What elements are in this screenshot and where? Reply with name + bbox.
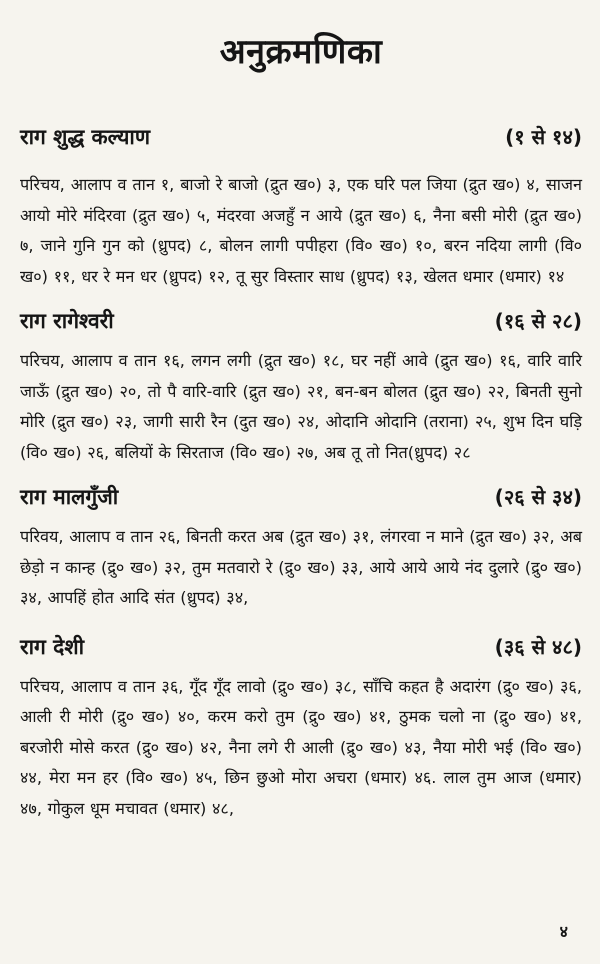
page-number: ४	[559, 922, 568, 941]
section-heading: राग मालगुँजी	[20, 485, 119, 509]
section-heading: राग रागेश्वरी	[20, 309, 114, 333]
section-heading: राग देशी	[20, 634, 85, 659]
section-page-range: (२६ से ३४)	[494, 485, 582, 509]
section-page-range: (१६ से २८)	[494, 309, 582, 333]
section-contents: परिचय, आलाप व तान ३६, गूँद गूँद लावो (द्रु० ख०) ३८, साँचि कहत है अदारंग (द्रु० ख०) ३६, आली री मोरी (द्रु० ख०) ४०, करम करो तुम (द्रु० ख०) ४१, ठुमक चलो ना (द्रु० ख०) ४१, बरजोरी मोसे करत (द्रु० ख०) ४२, नैना लगे री आली (द्रु० ख०) ४३, नैया मोरी भई (वि० ख०) ४४, मेरा मन हर (वि० ख०) ४५, छिन छुओ मोरा अचरा (धमार) ४६. लाल तुम आज (धमार) ४७, गोकुल धूम मचावत (धमार) ४८,	[20, 676, 582, 818]
section-rageshwari	[20, 306, 582, 468]
section-contents: परिवय, आलाप व तान २६, बिनती करत अब (द्रुत ख०) ३१, लंगरवा न माने (द्रुत ख०) ३२, अब छेड़ो न कान्ह (द्रु० ख०) ३२, तुम मतवारो रे (द्रु० ख०) ३३, आये आये आये नंद दुलारे (द्रु० ख०) ३४, आपहिं होत आदि संत (ध्रुपद) ३४,	[20, 527, 582, 607]
section-malgunji	[20, 482, 582, 614]
section-header	[20, 632, 582, 672]
section-contents: परिचय, आलाप व तान १६, लगन लगी (द्रुत ख०) १८, घर नहीं आवे (द्रुत ख०) १६, वारि वारि जाऊँ (द्रुत ख०) २०, तो पै वारि-वारि (द्रुत ख०) २१, बन-बन बोलत (द्रुत ख०) २२, बिनती सुनो मोरि (द्रुत ख०) २३, जागी सारी रैन (दुत ख०) २४, ओदानि ओदानि (तराना) २५, शुभ दिन घड़ि (वि० ख०) २६, बलियों के सिरताज (वि० ख०) २७, अब तू तो नित(ध्रुपद) २८	[20, 351, 582, 462]
section-header	[20, 482, 582, 522]
section-header	[20, 306, 582, 346]
section-page-range: (१ से १४)	[505, 125, 582, 149]
section-heading: राग शुद्ध कल्याण	[20, 125, 151, 149]
section-deshi	[20, 632, 582, 825]
section-shuddh-kalyan	[20, 122, 582, 292]
section-page-range: (३६ से ४८)	[494, 634, 582, 659]
section-header	[20, 122, 582, 170]
page-title: अनुक्रमणिका	[219, 32, 383, 72]
section-contents: परिचय, आलाप व तान १, बाजो रे बाजो (द्रुत ख०) ३, एक घरि पल जिया (द्रुत ख०) ४, साजन आयो मोरे मंदिरवा (द्रुत ख०) ५, मंदरवा अजहुँ न आये (द्रुत ख०) ६, नैना बसी मोरी (द्रुत ख०) ७, जाने गुनि गुन को (ध्रुपद) ८, बोलन लागी पपीहरा (वि० ख०) १०, बरन नदिया लागी (वि० ख०) ११, धर रे मन धर (ध्रुपद) १२, तू सुर विस्तार साध (ध्रुपद) १३, खेलत धमार (धमार) १४	[20, 175, 582, 286]
